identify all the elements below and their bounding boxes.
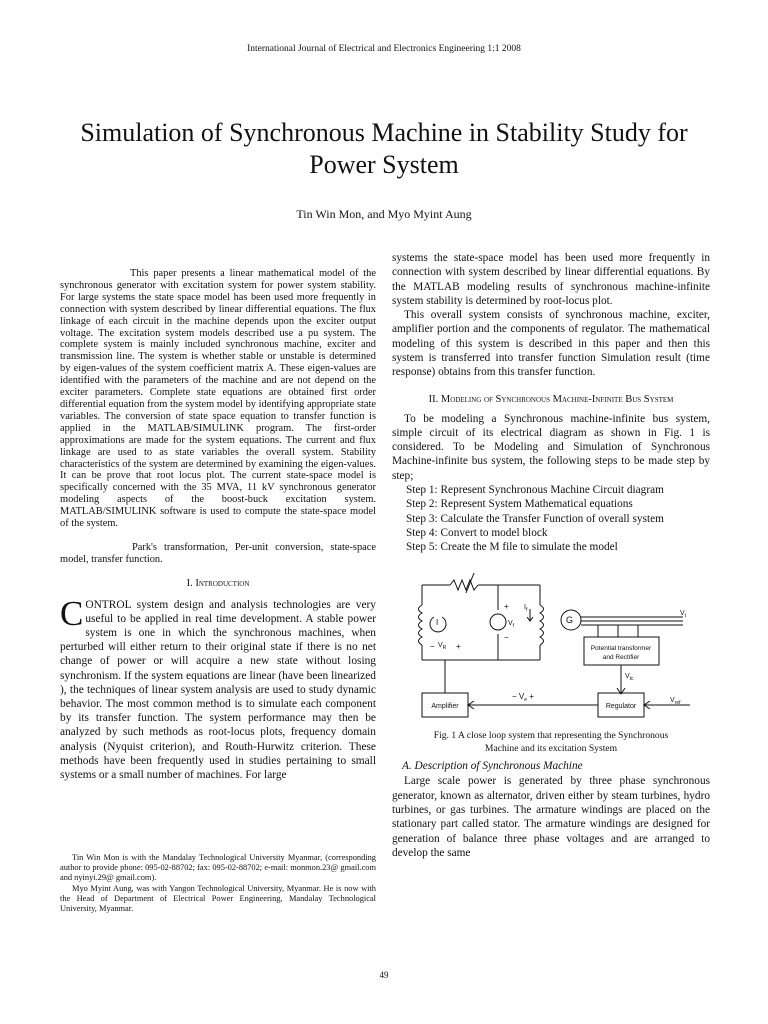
step-item: Step 4: Convert to model block [406,526,548,539]
drop-cap: C [60,593,84,633]
steps-list [392,483,710,554]
subsection-a-body [392,774,710,860]
paragraph-overall-system: This overall system consists of synchronous machine, exciter, amplifier portion and the components of regulator. The mathematical modeling of this system is described in this paper and then this system is transferred into transfer function Simulation result (time response) obtains from this transfer function. [392,309,710,379]
amplifier-label: Amplifier [431,702,459,710]
introduction-text: ONTROL system design and analysis technologies are very useful to be applied in real time development. A stable power system is one in which the synchronous machines, when perturbed will either return to their original state if there is no net change of power or will acquire a new state without losing synchronism. If the system equations are linear (have been linearized ), the techniques of linear system analysis are used to study dynamic behavior. The most common method is to simulate each component by its transfer function. The system performance may then be analyzed by such methods as root-locus plots, frequency domain analysis (Nyquist criterion), and Routh-Hurwitz criterion. These methods have been frequently used in studies pertaining to small systems or a small number of machines. For large [60,598,376,782]
subsection-a-title: A. Description of Synchronous Machine [402,759,583,772]
minus-sign: − [430,641,435,651]
section-2-title: II. Modeling of Synchronous Machine-Infinite Bus System [428,393,674,405]
exciter-icon [490,614,506,630]
introduction-body [60,593,376,783]
page-number: 49 [379,970,389,980]
figure-1-diagram [400,565,700,725]
vf-label: $V_f$ [508,619,515,629]
paragraph-synchronous-machine: Large scale power is generated by three phase synchronous generator, known as alternator, driven either by steam turbines, hydro turbines, or gas turbines. The armature windings are placed on the stationary part called stator. The armature windings are designed for generation of balance three phase voltages and are arranged to develop the same [392,775,710,859]
vref-label: $V_{ref}$ [670,696,681,706]
paper-authors: Tin Win Mon, and Myo Myint Aung [296,207,472,221]
paragraph-continued: systems the state-space model has been used more frequently in connection with system described by linear differential equations. By the MATLAB modeling results of synchronous machine-infinite system stability is determined by root-locus plot. [392,252,710,307]
section-1-title: I. Introduction [186,577,250,589]
current-label: I [436,617,439,627]
footnotes [60,853,376,914]
pt-label-line1: Potential transformer [590,644,652,652]
ve-label: − $V_e$ + [512,691,534,703]
rheostat-icon [450,580,478,590]
section-2-body [392,412,710,483]
plus-sign: + [456,641,461,651]
step-item: Step 2: Represent System Mathematical equations [406,498,633,511]
minus-sign: − [504,632,509,642]
left-column [60,268,376,782]
step-item: Step 5: Create the M file to simulate the model [406,541,618,554]
generator-label: G [566,614,574,625]
paper-title: Simulation of Synchronous Machine in Stability Study for Power System [80,118,688,179]
footnote-author-2: Myo Myint Aung, was with Yangon Technological University, Myanmar. He is now with the Head of Department of Electrical Power Engineering, Mandalay Technological University, Myanmar. [60,883,376,914]
caption-line-2: Machine and its excitation System [484,742,618,754]
left-coil-icon [419,605,423,645]
plus-sign: + [504,601,509,611]
pt-label-line2: and Rectifier [602,653,640,661]
abstract-text: This paper presents a linear mathematical model of the synchronous generator with excitation system for power system stability. For large systems the state space model has been used more frequently in connection with system described by linear differential equations. The flux linkage of each circuit in the machine depends upon the exciter output voltage. The excitation system models described use a pu system. The complete system is mainly included synchronous machine, exciter and transmission line. The system is whether stable or unstable is determined by eigen-values of the system coefficient matrix A. These eigen-values are identified with the parameters of the machine and are not depend on the exciter parameters. Complete state equations are obtained first order differential equation from the system model by identifying appropriate state variables. The conversion of state space equation to transfer function is applied in the MATLAB/SIMULINK program. The first-order approximations are made for the system equations. The current and flux linkage are used to as state variables the overall system. Stability characteristics of the system are determined by examining the eigen-values. It can be prove that root locus plot. The current state-space model is specifically concerned with the 35 MVA, 11 kV synchronous generator modeling aspects of the boost-buck excitation system. MATLAB/SIMULINK software is used to compute the state-space model of the system. [60,268,376,530]
rheostat-arrow [466,573,474,593]
paragraph-modeling: To be modeling a Synchronous machine-infinite bus system, simple circuit of its electrical diagram as shown in Fig. 1 is considered. To be Modeling and Simulation of Synchronous Machine-infinite bus system, the following steps to be made step by step; [392,412,710,482]
if-label: $I_f$ [524,603,528,613]
vtc-label: $V_{tc}$ [625,672,634,682]
journal-header: International Journal of Electrical and Electronics Engineering 1:1 2008 [247,44,521,54]
caption-line-1: Fig. 1 A close loop system that representing the Synchronous [433,729,669,741]
keywords-text: Park's transformation, Per-unit conversion, state-space model, transfer function. [60,541,376,565]
right-body-top [392,251,710,380]
right-column [392,251,710,860]
vt-label: $V_t$ [680,609,687,619]
footnote-author-1: Tin Win Mon is with the Mandalay Technological University Myanmar, (corresponding author to provide phone: 095-02-88702; fax: 095-02-88702; e-mail: monmon.23@ gmail.com and nyinyi.29@ gmail.com). [60,853,376,883]
step-item: Step 3: Calculate the Transfer Function of overall system [406,512,664,525]
step-item: Step 1: Represent Synchronous Machine Circuit diagram [406,484,664,497]
field-coil-icon [540,605,544,645]
figure-1-caption [392,729,710,755]
vr-label: $V_R$ [438,641,447,651]
regulator-label: Regulator [605,702,637,710]
